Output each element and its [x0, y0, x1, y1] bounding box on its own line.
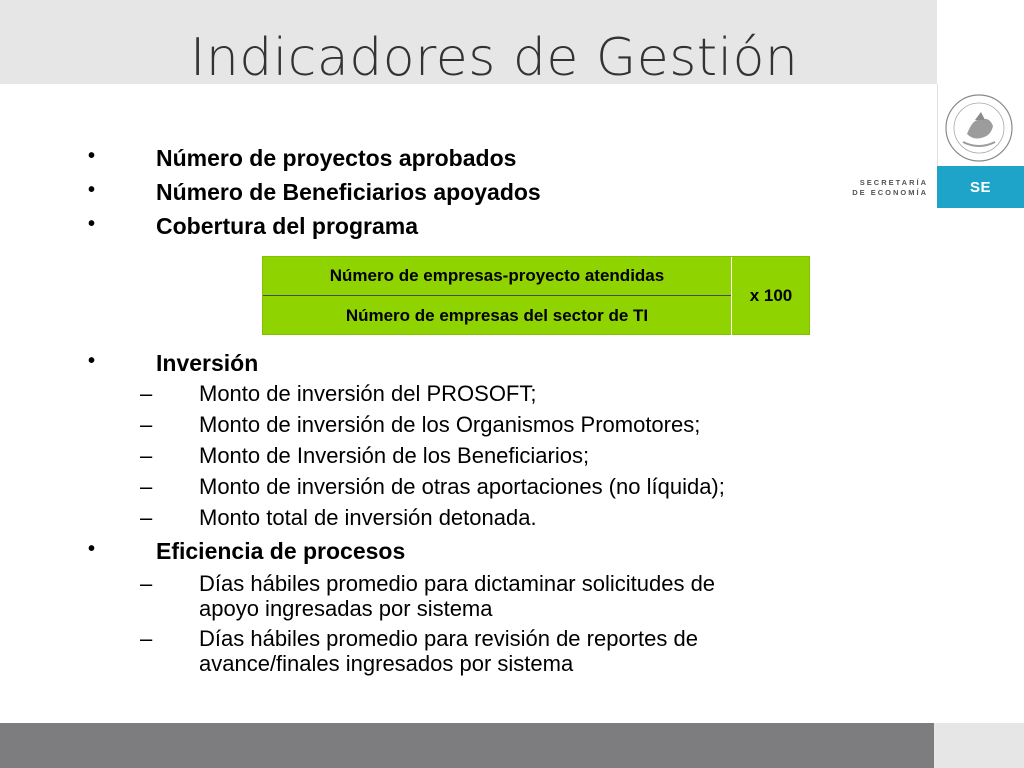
bullet-marker: •	[88, 145, 96, 167]
bullet-heading: Inversión	[156, 350, 259, 376]
sub-marker: –	[140, 381, 153, 406]
se-label: SE	[969, 178, 991, 196]
formula-denominator: Número de empresas del sector de TI	[345, 305, 649, 325]
secretaria-wordmark	[838, 178, 928, 198]
header-right-corner	[937, 0, 1024, 84]
se-logo-box	[937, 166, 1024, 208]
sub-text	[199, 571, 715, 621]
bullet-marker: •	[88, 213, 96, 235]
bullet-marker: •	[88, 350, 96, 372]
secretaria-line2: DE ECONOMÍA	[852, 188, 928, 197]
formula-numerator: Número de empresas-proyecto atendidas	[329, 266, 665, 285]
secretaria-line1: SECRETARÍA	[859, 178, 928, 187]
bullet-text: Cobertura del programa	[156, 213, 418, 239]
bullet-text: Número de proyectos aprobados	[156, 145, 517, 171]
bullet-marker: •	[88, 179, 96, 201]
sub-text-line1: Días hábiles promedio para revisión de reportes de	[199, 626, 698, 651]
footer-band	[0, 723, 934, 768]
sub-text-line1: Días hábiles promedio para dictaminar solicitudes de	[199, 571, 716, 596]
sub-marker: –	[140, 505, 153, 530]
sub-text-line2: apoyo ingresadas por sistema	[199, 596, 493, 621]
sub-text	[199, 626, 698, 676]
sub-text: Monto de inversión de los Organismos Promotores;	[199, 412, 701, 437]
sub-marker: –	[140, 626, 153, 651]
sub-text-line2: avance/finales ingresados por sistema	[199, 651, 574, 676]
sub-text: Monto de inversión de otras aportaciones (no líquida);	[199, 474, 725, 499]
sub-marker: –	[140, 443, 153, 468]
sub-marker: –	[140, 412, 153, 437]
bullet-marker: •	[88, 538, 96, 560]
bullet-heading: Eficiencia de procesos	[156, 538, 406, 564]
mexican-coat-of-arms-seal-icon	[937, 90, 1024, 166]
formula-multiplier: x 100	[749, 286, 793, 305]
page-title: Indicadores de Gestión	[190, 28, 799, 88]
bullet-text: Número de Beneficiarios apoyados	[156, 179, 541, 205]
sub-marker: –	[140, 474, 153, 499]
coverage-formula	[262, 256, 810, 335]
sub-text: Monto total de inversión detonada.	[199, 505, 537, 530]
sub-text: Monto de inversión del PROSOFT;	[199, 381, 537, 406]
sub-marker: –	[140, 571, 153, 596]
sub-text: Monto de Inversión de los Beneficiarios;	[199, 443, 590, 468]
footer-right-corner	[934, 723, 1024, 768]
